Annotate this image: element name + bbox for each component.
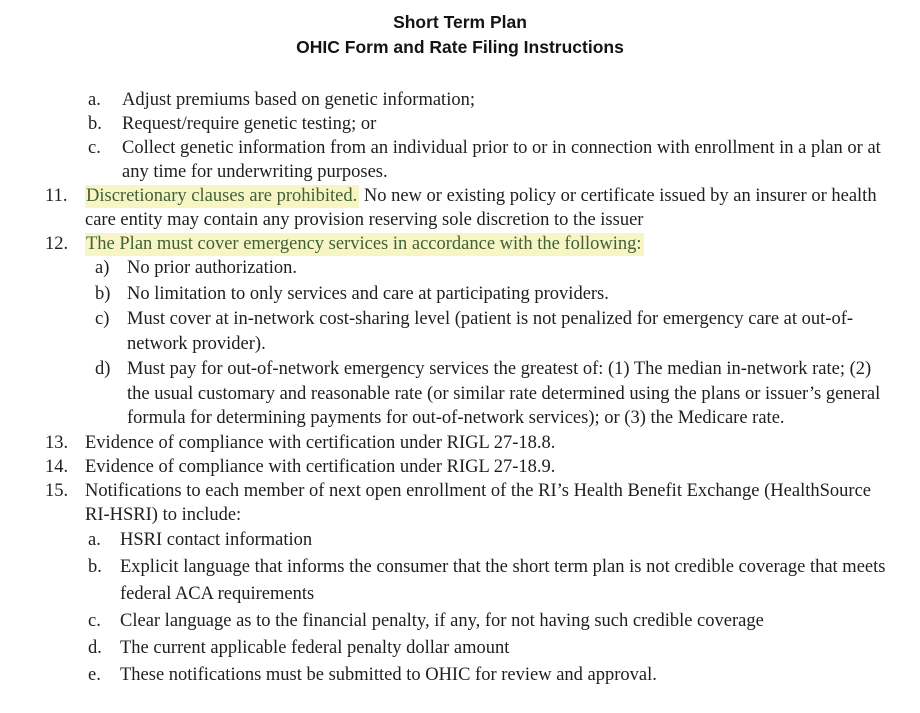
- list-item-11: [45, 184, 920, 232]
- list-item-text: Evidence of compliance with certification under RIGL 27-18.8.: [85, 432, 556, 453]
- document-title-line1: Short Term Plan: [393, 12, 527, 32]
- list-item-genetic-a: [88, 88, 920, 112]
- list-item-genetic-c: [88, 136, 920, 184]
- list-item-text: Explicit language that informs the consumer that the short term plan is not credible coverage that meets federal ACA requirements: [120, 556, 886, 604]
- list-item-notification-d: [88, 635, 920, 662]
- list-item-emergency-a: [95, 256, 920, 281]
- highlighted-text: Discretionary clauses are prohibited.: [86, 186, 358, 206]
- list-item-text: Request/require genetic testing; or: [122, 114, 377, 134]
- list-marker: 14.: [45, 456, 69, 477]
- list-item-text: The current applicable federal penalty dollar amount: [120, 637, 510, 658]
- list-item-text: Clear language as to the financial penalty, if any, for not having such credible coverage: [120, 610, 764, 631]
- list-item-emergency-d: [95, 357, 920, 431]
- list-item-text: [85, 184, 897, 232]
- list-marker: c.: [88, 138, 101, 158]
- list-item-genetic-b: [88, 112, 920, 136]
- list-item-text: Collect genetic information from an individual prior to or in connection with enrollment in a plan or at any time for underwriting purposes.: [122, 138, 881, 182]
- list-item-14: [45, 455, 920, 479]
- list-marker: a.: [88, 529, 101, 550]
- list-marker: 15.: [45, 480, 69, 501]
- document-title-line2: OHIC Form and Rate Filing Instructions: [296, 37, 624, 57]
- list-item-text: Must pay for out-of-network emergency services the greatest of: (1) The median in-network rate; (2) the usual customary and reasonable rate (or similar rate determined using the plans or issuer’s general formula for determining payments for out-of-network services); or (3) the Medicare rate.: [127, 359, 881, 428]
- list-marker: a): [95, 258, 110, 278]
- plain-text: No new or existing policy or certificate issued by an insurer or health care entity may contain any provision reserving sole discretion to the issuer: [85, 186, 877, 230]
- list-item-13: [45, 431, 920, 455]
- list-item-text: No prior authorization.: [127, 258, 298, 278]
- list-item-notification-e: [88, 662, 920, 689]
- list-marker: 11.: [45, 186, 68, 206]
- list-marker: c): [95, 309, 110, 329]
- highlighted-text: The Plan must cover emergency services in accordance with the following:: [86, 234, 642, 254]
- list-marker: d): [95, 359, 111, 379]
- list-item-text: Evidence of compliance with certification under RIGL 27-18.9.: [85, 456, 556, 477]
- list-item-text: No limitation to only services and care at participating providers.: [127, 283, 609, 304]
- list-item-text: Adjust premiums based on genetic information;: [122, 90, 475, 110]
- list-item-notification-b: [88, 554, 920, 608]
- document-title: [0, 0, 920, 60]
- list-item-text: Notifications to each member of next open enrollment of the RI’s Health Benefit Exchange (HealthSource RI-HSRI) to include:: [85, 480, 871, 525]
- list-item-text: HSRI contact information: [120, 529, 313, 550]
- list-marker: a.: [88, 90, 101, 110]
- list-item-notification-c: [88, 608, 920, 635]
- list-item-emergency-c: [95, 307, 920, 356]
- list-item-text: [85, 232, 644, 256]
- list-item-12: [45, 232, 920, 256]
- list-item-emergency-b: [95, 282, 920, 307]
- list-item-notification-a: [88, 527, 920, 554]
- list-marker: b.: [88, 114, 102, 134]
- list-marker: b): [95, 283, 111, 304]
- list-marker: d.: [88, 637, 102, 658]
- list-item-text: These notifications must be submitted to OHIC for review and approval.: [120, 664, 657, 685]
- list-marker: 13.: [45, 432, 69, 453]
- list-marker: b.: [88, 556, 102, 577]
- list-item-text: Must cover at in-network cost-sharing level (patient is not penalized for emergency care at out-of-network provider).: [127, 309, 854, 354]
- list-marker: c.: [88, 610, 101, 631]
- list-marker: e.: [88, 664, 101, 685]
- list-marker: 12.: [45, 234, 69, 254]
- list-item-15: [45, 479, 920, 527]
